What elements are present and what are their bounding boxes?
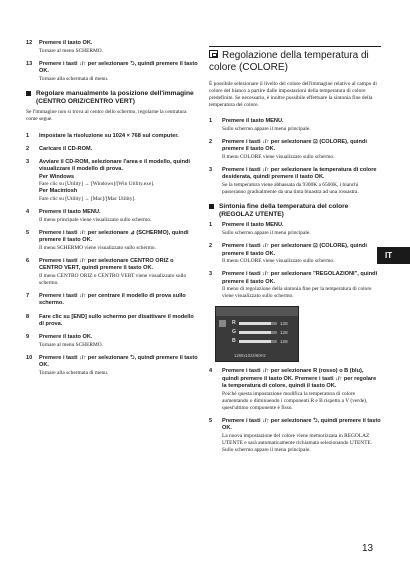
step-number: 5 (26, 229, 30, 236)
step-number: 3 (209, 271, 213, 278)
step-5 (26, 230, 198, 252)
step-instruction: Premere i tasti ↓/↑ per selezionare la temperatura di colore desiderata, quindi premere il tasto OK. (222, 166, 377, 181)
step-instruction: Caricare il CD-ROM. (39, 145, 93, 152)
step-number: 1 (209, 222, 213, 229)
step-instruction: Premere il tasto MENU. (222, 222, 284, 229)
fine-step-1 (209, 222, 381, 237)
color-step-2 (209, 139, 381, 161)
step-4 (26, 209, 198, 224)
step-2 (26, 146, 198, 153)
step-note: Il menu COLORE viene visualizzato sullo schermo. (222, 153, 335, 160)
step-instruction: Premere i tasti ↓/↑ per selezionare ⊡ (COLORE), quindi premere il tasto OK. (222, 138, 367, 153)
osd-row-red (232, 320, 294, 327)
osd-row-value: 128 (280, 339, 288, 345)
step-number: 2 (209, 138, 213, 145)
step-instruction: Fare clic su [END] sullo schermo per disattivare il modello di prova. (39, 313, 194, 327)
fine-step-2 (209, 243, 381, 265)
step-note: Se la temperatura viene abbassata da 9300K a 6500K, i bianchi passeranno gradualmente da una tinta bluastra ad una rossastra. (222, 181, 359, 195)
step-note: La nuova impostazione del colore viene memorizzata in REGOLAZ UTENTE e sarà automaticamente richiamata selezionando UTENTE. (222, 432, 373, 446)
fine-step-5 (209, 418, 381, 455)
step-instruction: Premere i tasti ↓/↑ per selezionare CENTRO ORIZ o CENTRO VERT, quindi premere il tasto OK. (39, 258, 174, 272)
step-instruction: Premere il tasto OK. (39, 40, 93, 46)
step-note: Il menu COLORE viene visualizzato sullo schermo. (222, 258, 335, 265)
step-instruction: Avviare il CD-ROM, selezionare l'area e il modello, quindi visualizzare il modello di prova. (39, 159, 190, 173)
color-step-1 (209, 118, 381, 133)
step-instruction: Premere il tasto OK. (39, 334, 93, 341)
osd-resolution-readout: 1280x1024/60Hz (234, 353, 266, 359)
osd-slider-track (239, 340, 277, 343)
step-note: Il menu SCHERMO viene visualizzato sullo schermo. (39, 244, 156, 251)
osd-row-value: 128 (280, 321, 288, 327)
step-note: Sullo schermo appare il menu principale. (222, 230, 311, 237)
step-number: 5 (209, 417, 213, 424)
section-intro: Se l'immagine non si trova al centro dello schermo, regolarne la centratura come segue. (26, 109, 187, 123)
macintosh-note: Fare clic su [Utility] → [Mac]/[Mac Utility]. (39, 196, 136, 203)
step-note: Tornare al menu SCHERMO. (39, 47, 103, 54)
step-9 (26, 334, 198, 349)
section-title: Regolare manualmente la posizione dell'immagine (CENTRO ORIZ/CENTRO VERT) (36, 89, 194, 106)
square-bullet-icon (209, 204, 214, 209)
step-instruction: Premere i tasti ↓/↑ per centrare il modello di prova sullo schermo. (39, 293, 186, 307)
color-menu-icon (209, 50, 218, 58)
section-heading-centering (26, 90, 198, 106)
osd-row-value: 128 (280, 330, 288, 336)
step-note: Il menu di regolazione della sintonia fine per la temperatura di colore viene visualizzato sullo schermo. (222, 286, 372, 300)
windows-note: Fare clic su [Utility] → [Windows]/[Win Utility.exe]. (39, 181, 155, 188)
windows-subheading: Per Windows (39, 173, 75, 180)
step-number: 12 (26, 40, 33, 46)
step-note: Sullo schermo appare il menu principale. (222, 125, 311, 132)
osd-slider-fill (239, 322, 271, 325)
step-number: 7 (26, 293, 30, 300)
language-tab: IT (377, 247, 410, 264)
step-number: 6 (26, 258, 30, 264)
step-number: 2 (26, 145, 30, 152)
section-heading-fine-tune (209, 203, 381, 219)
step-instruction: Premere il tasto MENU. (39, 209, 101, 216)
osd-slider-track (239, 322, 277, 325)
page-title (209, 46, 381, 74)
step-number: 13 (26, 60, 33, 67)
step-instruction: Premere i tasti ↓/↑ per selezionare ⊿ (SCHERMO), quindi premere il tasto OK. (39, 229, 189, 244)
fine-step-4 (209, 368, 381, 411)
step-number: 9 (26, 334, 30, 341)
osd-row-letter: B (232, 338, 236, 345)
step-1 (26, 133, 198, 140)
step-number: 1 (26, 132, 30, 139)
step-number: 8 (26, 313, 30, 320)
step-number: 2 (209, 243, 213, 250)
osd-row-blue (232, 338, 294, 345)
osd-slider-track (239, 331, 277, 334)
page-number: 13 (362, 543, 374, 554)
osd-color-icon (219, 320, 226, 327)
fine-step-3 (209, 271, 381, 300)
step-number: 10 (26, 354, 33, 361)
osd-slider-fill (239, 340, 271, 343)
step-6 (26, 258, 198, 287)
macintosh-subheading: Per Macintosh (39, 188, 78, 195)
page-title-text: Regolazione della temperatura di colore (COLORE) (209, 50, 369, 73)
left-column (26, 40, 198, 383)
osd-header (216, 307, 298, 316)
step-7 (26, 293, 198, 308)
step-note: Tornare alla schermata di menu. (39, 75, 109, 82)
section-title: Sintonia fine della temperatura del colore (REGOLAZ UTENTE) (219, 202, 349, 219)
osd-row-letter: G (232, 329, 237, 336)
step-number: 4 (26, 209, 30, 216)
step-8 (26, 314, 198, 329)
step-instruction: Impostare la risoluzione su 1024 × 768 sul computer. (39, 132, 179, 139)
square-bullet-icon (26, 91, 31, 96)
step-12 (26, 40, 198, 55)
osd-row-letter: R (232, 320, 236, 327)
step-note: Il menu principale viene visualizzato sullo schermo. (39, 216, 152, 223)
step-instruction: Premere i tasti ↓/↑ per selezionare ⮌, quindi premere il tasto OK. (39, 354, 198, 369)
step-note: Il menu CENTRO ORIZ o CENTRO VERT viene visualizzato sullo schermo. (39, 273, 187, 287)
step-instruction: Premere i tasti ↓/↑ per selezionare ⮌, quindi premere il tasto OK. (222, 417, 381, 431)
osd-slider-fill (239, 331, 271, 334)
step-note: Tornare alla schermata di menu. (39, 369, 109, 376)
step-number: 3 (209, 166, 213, 173)
step-instruction: Premere i tasti ↓/↑ per selezionare "REGOLAZIONI", quindi premere il tasto OK. (222, 271, 378, 285)
osd-color-adjust-screenshot (215, 306, 299, 362)
color-intro: È possibile selezionare il livello del colore dell'immagine relativo al campo di colore del bianco a partire dalle impostazioni della temperatura di colore predefinite. Se necessario, è inoltre possibile effettuare la sintonia fine della temperatura del colore. (209, 80, 377, 108)
osd-row-green (232, 329, 294, 336)
color-step-3 (209, 167, 381, 196)
step-3 (26, 159, 198, 203)
step-note: Poiché questa impostazione modifica la temperatura di colore aumentando o diminuendo i componenti R e B rispetto a V (verde), quest'ultimo componente è fisso. (222, 390, 368, 411)
step-instruction: Premere i tasti ↓/↑ per selezionare R (rosso) o B (blu), quindi premere il tasto OK. Premere i tasti ↓/↑ per regolare la temperatura di colore, quindi il tasto OK. (222, 368, 377, 389)
step-note-2: Sullo schermo appare il menu principale. (222, 447, 311, 454)
step-10 (26, 355, 198, 377)
step-number: 3 (26, 159, 30, 166)
right-column (209, 40, 381, 460)
step-instruction: Premere i tasti ↓/↑ per selezionare ⮌, quindi premere il tasto OK. (39, 60, 198, 75)
step-instruction: Premere i tasti ↓/↑ per selezionare ⊡ (COLORE), quindi premere il tasto OK. (222, 243, 367, 257)
step-instruction: Premere il tasto MENU. (222, 118, 284, 125)
step-13 (26, 61, 198, 83)
step-number: 1 (209, 118, 213, 125)
step-number: 4 (209, 368, 213, 375)
step-note: Tornare al menu SCHERMO. (39, 341, 103, 348)
